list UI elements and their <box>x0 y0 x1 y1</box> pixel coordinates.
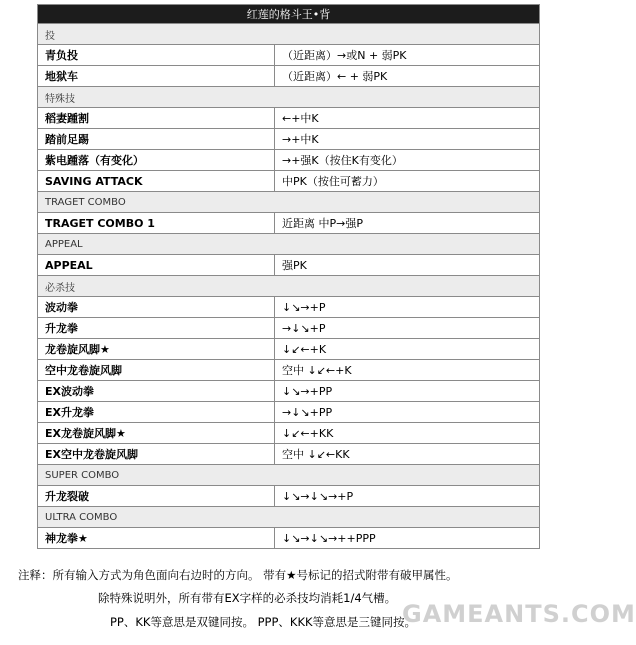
move-name: 空中龙卷旋风脚 <box>38 360 275 381</box>
move-input: 空中 ↓↙←+K <box>275 360 540 381</box>
move-input: ↓↘→↓↘→++PPP <box>275 528 540 549</box>
section-header: APPEAL <box>38 234 540 255</box>
section-header-row <box>38 507 540 528</box>
move-input: ←+中K <box>275 108 540 129</box>
move-input: ↓↙←+K <box>275 339 540 360</box>
section-header: 必杀技 <box>38 276 540 297</box>
note-line-2: 除特殊说明外，所有带有EX字样的必杀技均消耗1/4气槽。 <box>98 591 397 605</box>
move-row <box>38 297 540 318</box>
move-row <box>38 318 540 339</box>
move-name: 神龙拳★ <box>38 528 275 549</box>
move-input: ↓↙←+KK <box>275 423 540 444</box>
table-title: 红莲的格斗王•背 <box>38 5 540 24</box>
move-name: EX龙卷旋风脚★ <box>38 423 275 444</box>
section-header-row <box>38 24 540 45</box>
note-line-3: PP、KK等意思是双键同按。 PPP、KKK等意思是三键同按。 <box>110 615 417 629</box>
move-row <box>38 402 540 423</box>
move-input: 中PK（按住可蓄力） <box>275 171 540 192</box>
move-row <box>38 129 540 150</box>
section-header-row <box>38 276 540 297</box>
move-row <box>38 381 540 402</box>
move-list-table <box>37 4 540 549</box>
move-name: 紫电踵落（有变化） <box>38 150 275 171</box>
section-header: SUPER COMBO <box>38 465 540 486</box>
move-name: 稻妻踵割 <box>38 108 275 129</box>
move-name: 龙卷旋风脚★ <box>38 339 275 360</box>
move-input: →↓↘+P <box>275 318 540 339</box>
move-name: EX升龙拳 <box>38 402 275 423</box>
move-input: ↓↘→↓↘→+P <box>275 486 540 507</box>
move-name: TRAGET COMBO 1 <box>38 213 275 234</box>
section-header-row <box>38 87 540 108</box>
move-name: 青负投 <box>38 45 275 66</box>
section-header-row <box>38 192 540 213</box>
move-input: （近距离）→或N + 弱PK <box>275 45 540 66</box>
move-input: 空中 ↓↙←KK <box>275 444 540 465</box>
move-name: 升龙拳 <box>38 318 275 339</box>
move-row <box>38 213 540 234</box>
section-header: 投 <box>38 24 540 45</box>
move-input: →+强K（按住K有变化） <box>275 150 540 171</box>
note-line-1: 注释：所有输入方式为角色面向右边时的方向。 带有★号标记的招式附带有破甲属性。 <box>18 568 458 582</box>
move-name: 波动拳 <box>38 297 275 318</box>
watermark-logo: GAMEANTS.COM <box>402 600 636 628</box>
move-row <box>38 423 540 444</box>
section-header: ULTRA COMBO <box>38 507 540 528</box>
table-title-row <box>38 5 540 24</box>
move-row <box>38 108 540 129</box>
move-name: SAVING ATTACK <box>38 171 275 192</box>
move-input: →↓↘+PP <box>275 402 540 423</box>
move-row <box>38 150 540 171</box>
move-row <box>38 45 540 66</box>
section-header-row <box>38 234 540 255</box>
move-input: （近距离）← + 弱PK <box>275 66 540 87</box>
move-row <box>38 528 540 549</box>
move-name: 踏前足踢 <box>38 129 275 150</box>
move-input: →+中K <box>275 129 540 150</box>
move-row <box>38 444 540 465</box>
section-header-row <box>38 465 540 486</box>
move-input: ↓↘→+PP <box>275 381 540 402</box>
move-name: EX波动拳 <box>38 381 275 402</box>
move-input: ↓↘→+P <box>275 297 540 318</box>
move-row <box>38 486 540 507</box>
move-row <box>38 171 540 192</box>
move-name: EX空中龙卷旋风脚 <box>38 444 275 465</box>
move-input: 近距离 中P→强P <box>275 213 540 234</box>
move-input: 强PK <box>275 255 540 276</box>
move-name: 升龙裂破 <box>38 486 275 507</box>
section-header: TRAGET COMBO <box>38 192 540 213</box>
move-row <box>38 66 540 87</box>
move-row <box>38 360 540 381</box>
section-header: 特殊技 <box>38 87 540 108</box>
move-name: 地狱车 <box>38 66 275 87</box>
move-name: APPEAL <box>38 255 275 276</box>
move-row <box>38 339 540 360</box>
move-row <box>38 255 540 276</box>
